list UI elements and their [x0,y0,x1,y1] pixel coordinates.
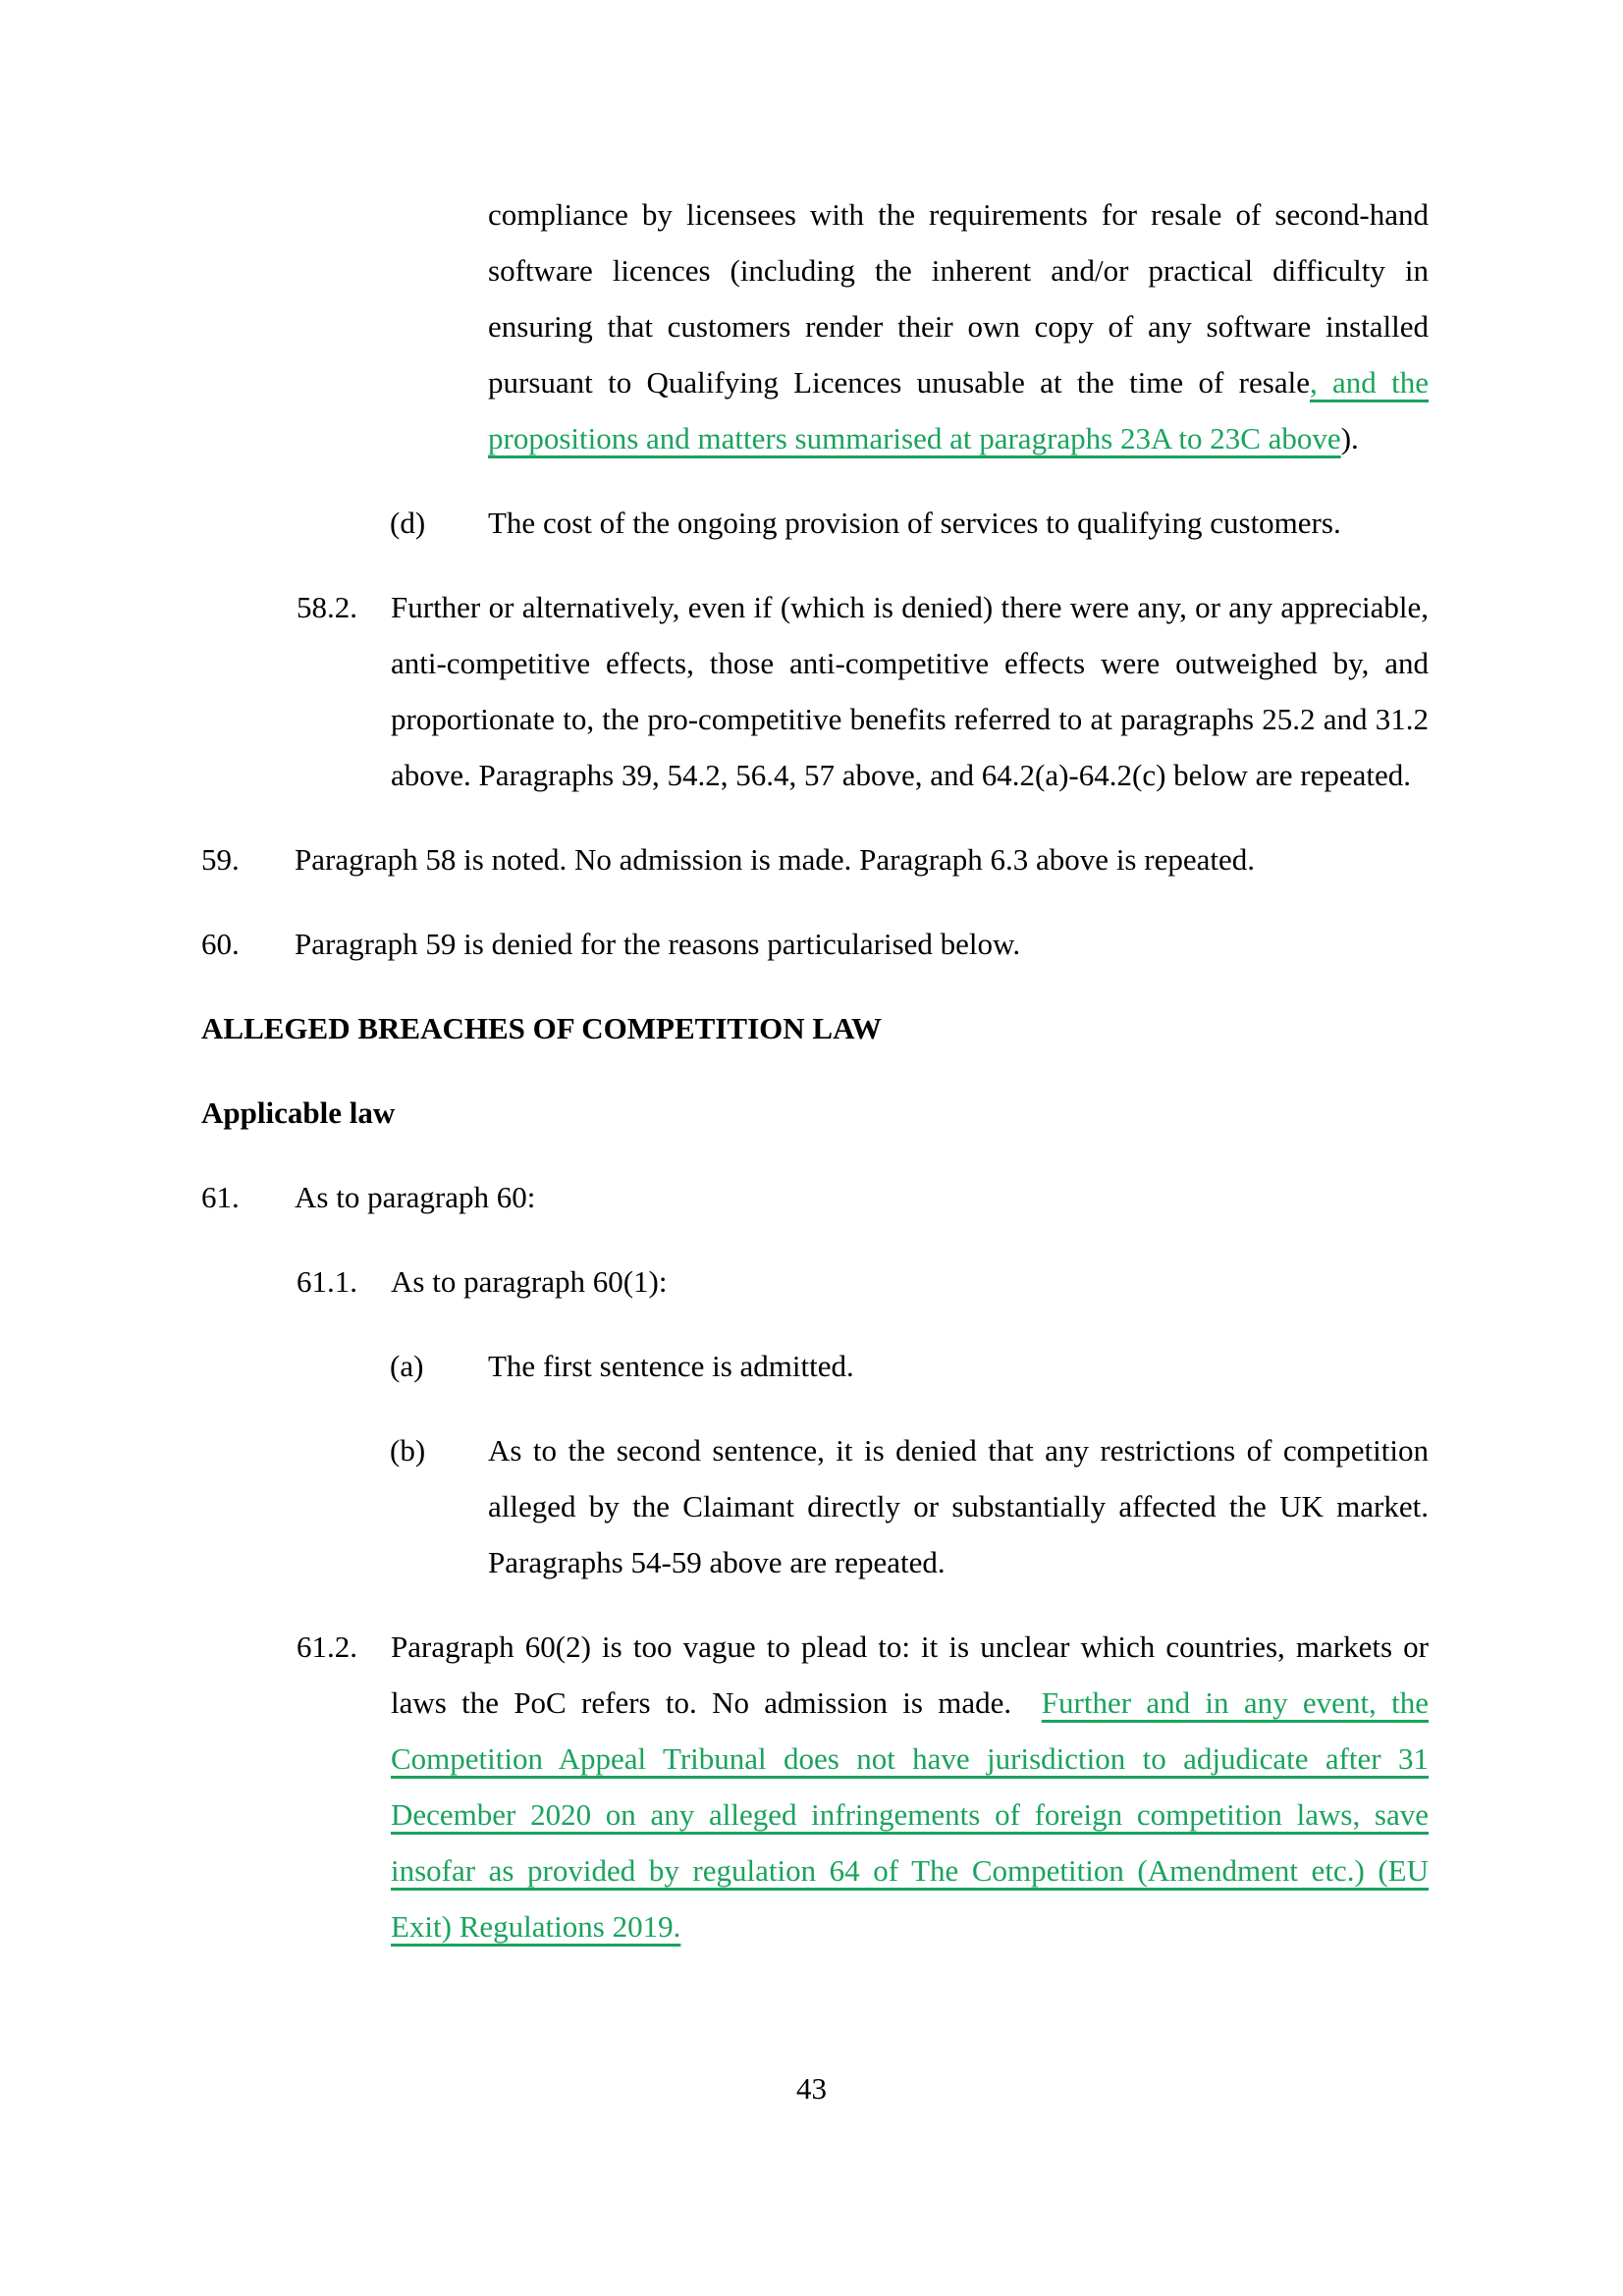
paragraph-text: Paragraph 59 is denied for the reasons particularised below. [295,927,1021,961]
paragraph-61-2 [297,1619,1623,1954]
paragraph-61 [201,1169,1623,1225]
page-number: 43 [796,2071,827,2106]
paragraph-number: 61.2. [297,1629,357,1664]
inserted-green-text: Further and in any event, the Competition Appeal Tribunal does not have jurisdiction to adjudicate after 31 December 2020 on any alleged infringements of foreign competition laws, save insofar as provided by regulation 64 of The Competition (Amendment etc.) (EU Exit) Regulations 2019. [391,1685,1429,1944]
body-text: Paragraph 60(2) is too vague to plead to: it is unclear which countries, markets or laws the PoC refers to. No admission is made. [391,1629,1429,1720]
item-label: (a) [390,1349,424,1383]
paragraph-number: 59. [201,842,240,877]
paragraph-59 [201,831,1623,887]
paragraph-61-1 [297,1254,1623,1309]
item-text: The first sentence is admitted. [488,1349,854,1383]
paragraph-text: Further or alternatively, even if (which is denied) there were any, or any appreciable, anti-competitive effects, those anti-competitive effects were outweighed by, and proportionate to, the pro-competitive benefits referred to at paragraphs 25.2 and 31.2 above. Paragraphs 39, 54.2, 56.4, 57 above, and 64.2(a)-64.2(c) below are repeated. [391,590,1429,792]
paragraph-continuation [488,187,1429,466]
item-text: As to the second sentence, it is denied that any restrictions of competition alleged by the Claimant directly or substantially affected the UK market. Paragraphs 54-59 above are repeated. [488,1433,1429,1579]
body-text: compliance by licensees with the requirements for resale of second-hand software licences (including the inherent and/or practical difficulty in ensuring that customers render their own copy of any software installed pursuant to Qualifying Licences unusable at the time of resale [488,197,1429,400]
paragraph-text: As to paragraph 60: [295,1180,536,1214]
list-item-b [390,1422,1623,1590]
item-label: (d) [390,506,426,540]
paragraph-text: Paragraph 58 is noted. No admission is made. Paragraph 6.3 above is repeated. [295,842,1255,877]
paragraph-60 [201,916,1623,972]
inserted-green-text: , and the propositions and matters summarised at paragraphs 23A to 23C above [488,365,1429,455]
item-label: (b) [390,1433,426,1468]
paragraph-58-2 [297,579,1623,803]
paragraph-text: As to paragraph 60(1): [391,1264,668,1299]
paragraph-number: 61.1. [297,1264,357,1299]
paragraph-number: 60. [201,927,240,961]
item-text: The cost of the ongoing provision of services to qualifying customers. [488,506,1341,540]
paragraph-text [391,1619,1429,1954]
paragraph-number: 58.2. [297,590,357,624]
paragraph-number: 61. [201,1180,240,1214]
list-item-d [390,495,1623,551]
section-heading: ALLEGED BREACHES OF COMPETITION LAW [201,1011,883,1045]
body-text: ). [1340,421,1359,455]
list-item-a [390,1338,1623,1394]
sub-heading: Applicable law [201,1095,396,1130]
